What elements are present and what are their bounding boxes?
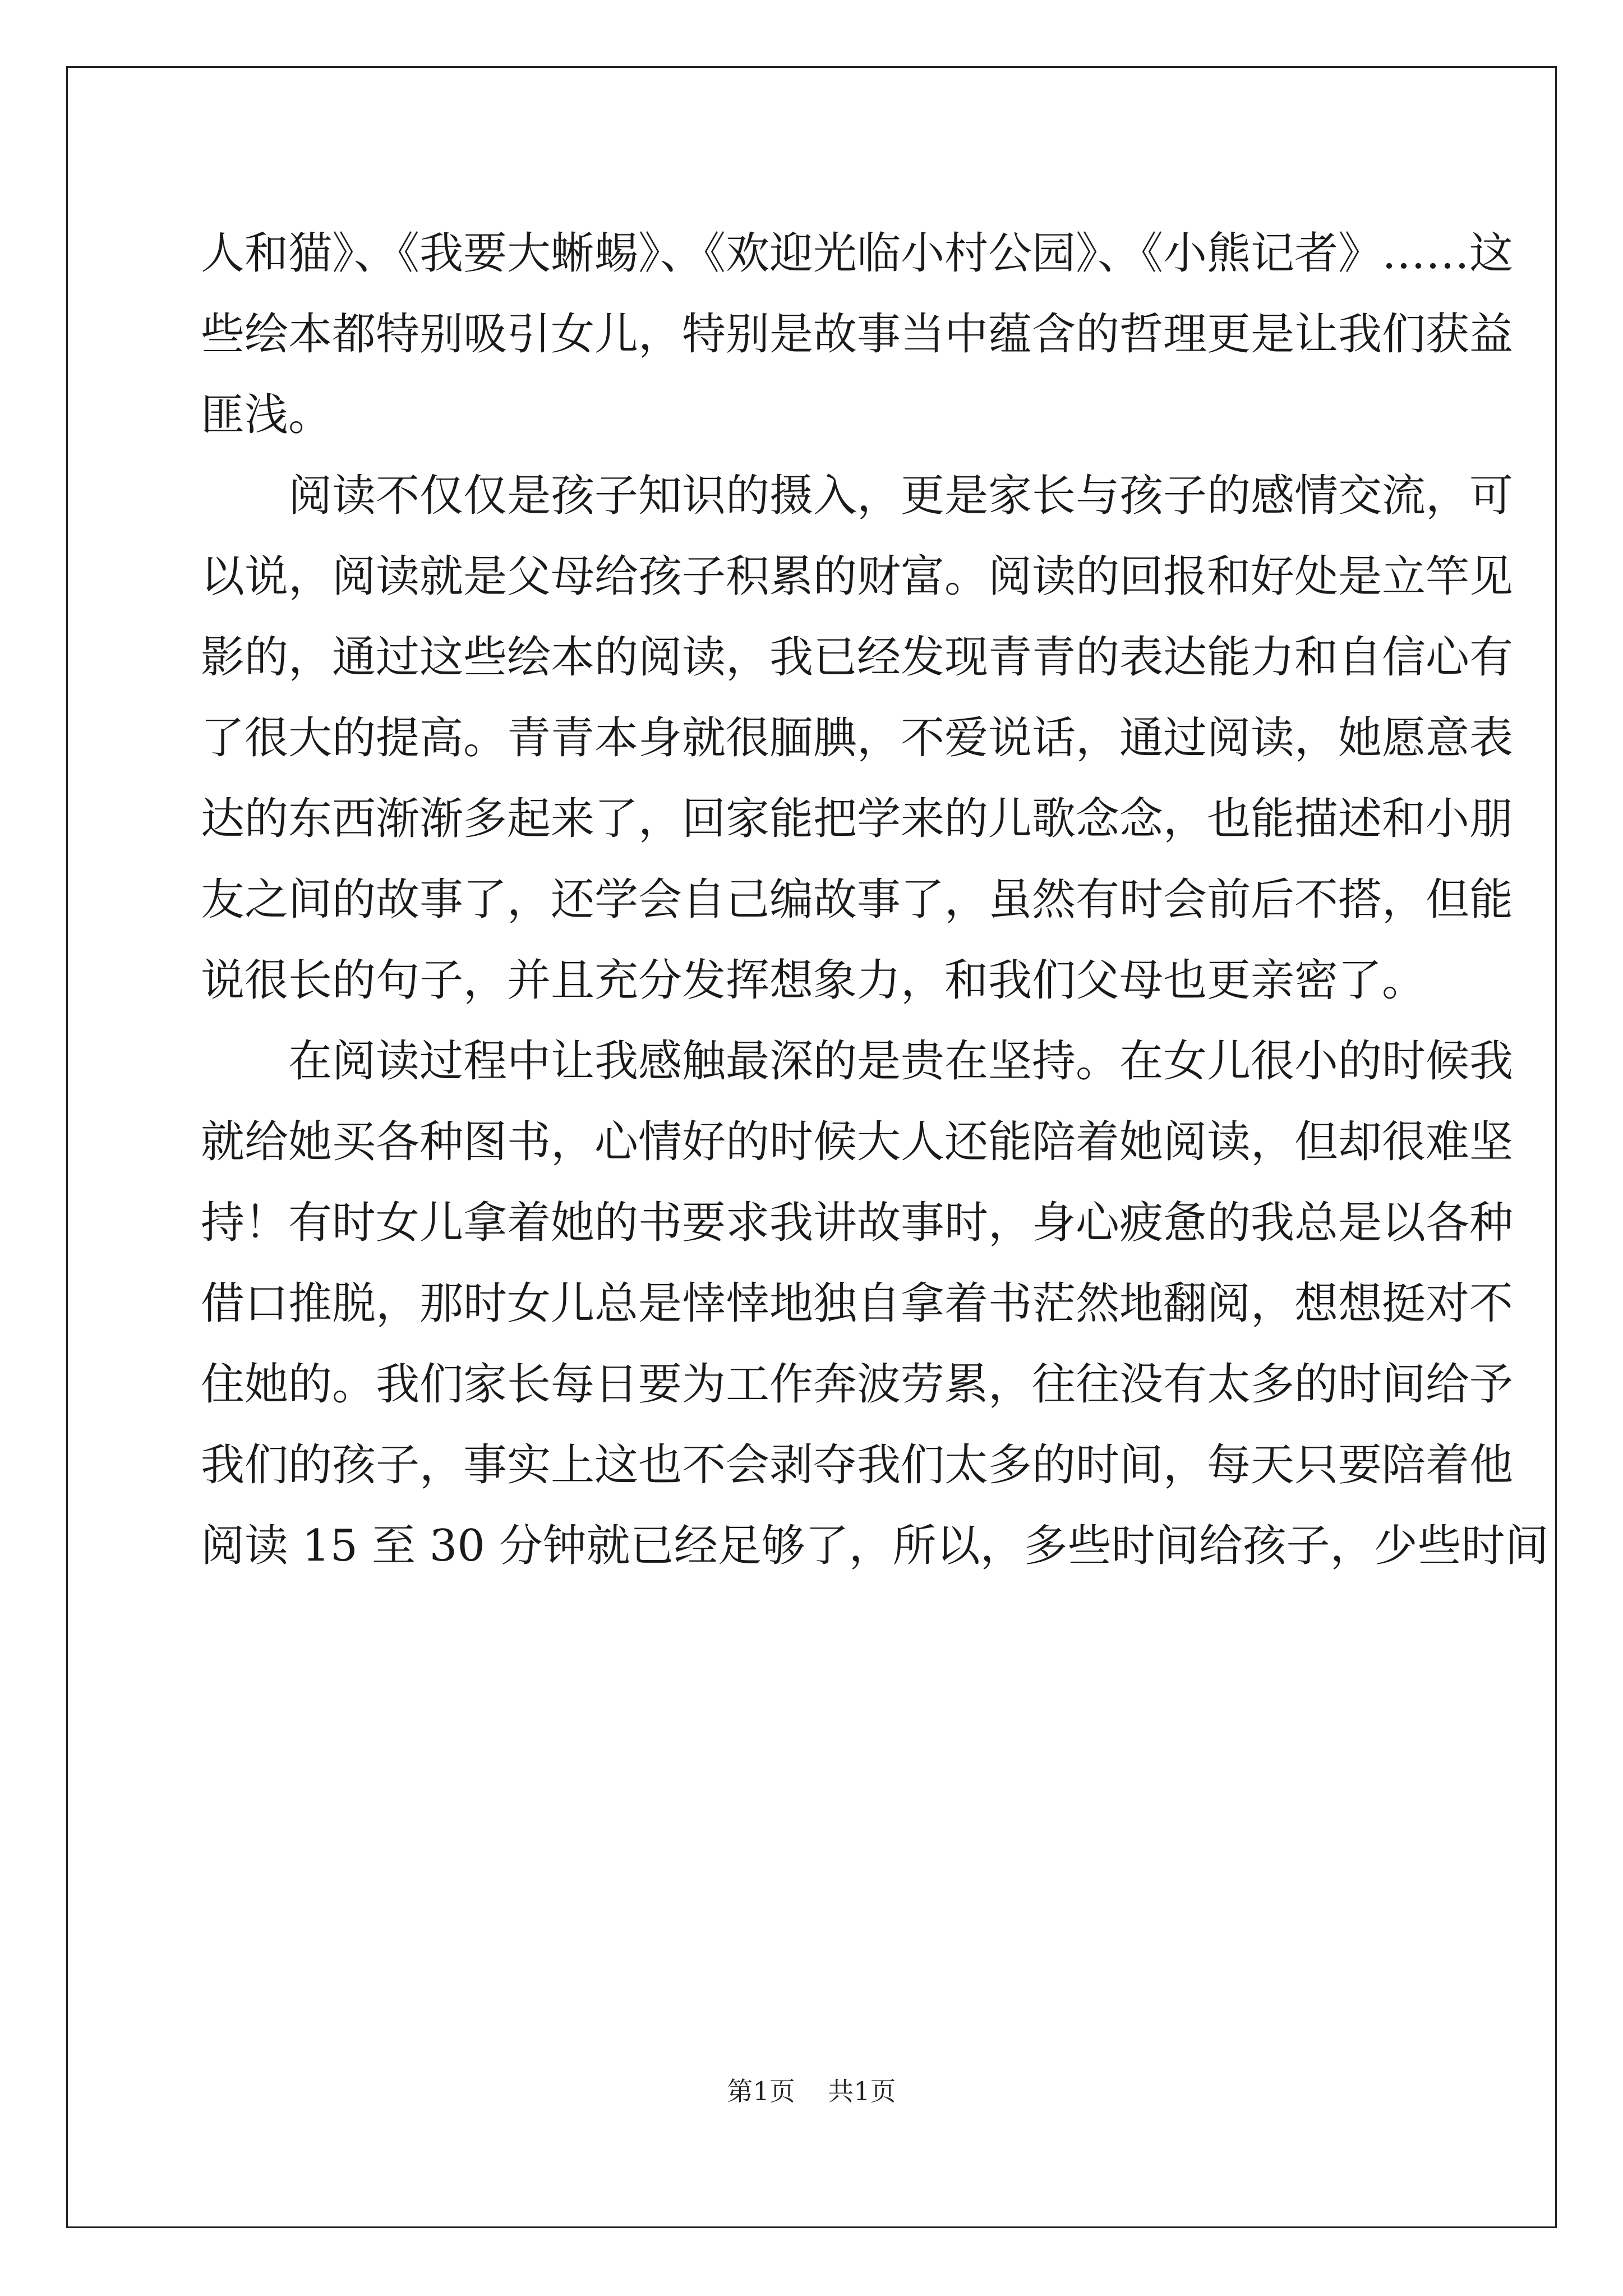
text-line: 了很大的提高。青青本身就很腼腆，不爱说话，通过阅读，她愿意表 [201, 713, 1514, 763]
text-line: 说很长的句子，并且充分发挥想象力，和我们父母也更亲密了。 [201, 955, 1426, 1006]
text-line: 友之间的故事了，还学会自己编故事了，虽然有时会前后不搭，但能 [201, 875, 1514, 925]
text-line: 匪浅。 [201, 390, 333, 440]
text-line: 些绘本都特别吸引女儿，特别是故事当中蕴含的哲理更是让我们获益 [201, 309, 1514, 360]
text-line: 我们的孩子，事实上这也不会剥夺我们太多的时间，每天只要陪着他 [201, 1440, 1514, 1490]
text-line: 阅读 15 至 30 分钟就已经足够了，所以，多些时间给孩子，少些时间 [201, 1521, 1549, 1571]
text-line: 持！有时女儿拿着她的书要求我讲故事时，身心疲惫的我总是以各种 [201, 1198, 1514, 1248]
page-number-total: 共1页 [828, 2076, 896, 2106]
paragraph-first-line: 在阅读过程中让我感触最深的是贵在坚持。在女儿很小的时候我 [288, 1036, 1514, 1087]
page-number-current: 第1页 [727, 2076, 795, 2106]
text-line: 以说，阅读就是父母给孩子积累的财富。阅读的回报和好处是立竿见 [201, 551, 1514, 602]
text-line: 借口推脱，那时女儿总是悻悻地独自拿着书茫然地翻阅，想想挺对不 [201, 1278, 1514, 1329]
text-line: 达的东西渐渐多起来了，回家能把学来的儿歌念念，也能描述和小朋 [201, 794, 1514, 844]
text-line: 影的，通过这些绘本的阅读，我已经发现青青的表达能力和自信心有 [201, 632, 1514, 683]
text-line: 人和猫》、《我要大蜥蜴》、《欢迎光临小村公园》、《小熊记者》……这 [201, 228, 1514, 279]
text-line: 住她的。我们家长每日要为工作奔波劳累，往往没有太多的时间给予 [201, 1359, 1514, 1410]
document-body [201, 213, 1549, 1586]
page-footer [0, 2074, 1623, 2108]
text-line: 就给她买各种图书，心情好的时候大人还能陪着她阅读，但却很难坚 [201, 1117, 1514, 1167]
paragraph-first-line: 阅读不仅仅是孩子知识的摄入，更是家长与孩子的感情交流，可 [288, 471, 1514, 521]
